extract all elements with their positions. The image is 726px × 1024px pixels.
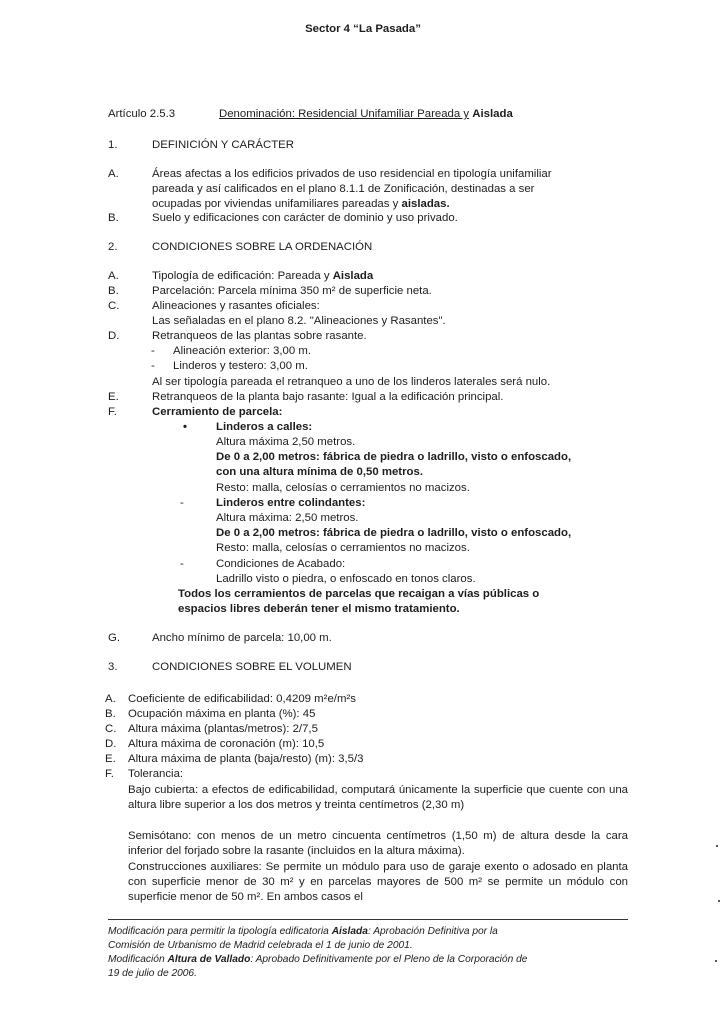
s2-f-acabado-text: Ladrillo visto o piedra, o enfoscado en tonos claros. bbox=[216, 573, 476, 585]
section-2-number: 2. bbox=[108, 241, 118, 253]
s3-item-label: B. bbox=[105, 708, 116, 720]
s3-item-text: Altura máxima de planta (baja/resto) (m): 3,5/3 bbox=[128, 753, 364, 765]
section-1-title: DEFINICIÓN Y CARÁCTER bbox=[152, 139, 294, 151]
section-2-title: CONDICIONES SOBRE LA ORDENACIÓN bbox=[152, 241, 373, 253]
s3-item-text: Altura máxima (plantas/metros): 2/7,5 bbox=[128, 723, 318, 735]
s2-g-label: G. bbox=[108, 632, 121, 644]
footer-line-1 bbox=[108, 926, 498, 937]
s2-d-dash-1: - bbox=[151, 345, 155, 357]
s2-e-text: Retranqueos de la planta bajo rasante: Igual a la edificación principal. bbox=[152, 391, 504, 403]
footer-l3-prefix: Modificación bbox=[108, 954, 165, 965]
footer-line-3 bbox=[108, 954, 527, 965]
s2-d-line4: Al ser tipología pareada el retranqueo a uno de los linderos laterales será nulo. bbox=[152, 376, 551, 388]
s2-f-label: F. bbox=[108, 406, 117, 418]
article-denomination bbox=[219, 108, 513, 120]
s1-b-text: Suelo y edificaciones con carácter de dominio y uso privado. bbox=[152, 212, 458, 224]
s2-f-calles-bold2: con una altura mínima de 0,50 metros. bbox=[216, 466, 423, 478]
s3-item-label: C. bbox=[105, 723, 117, 735]
footer-line-4: 19 de julio de 2006. bbox=[108, 968, 197, 979]
s2-a-prefix: Tipología de edificación: Pareada y bbox=[152, 270, 330, 282]
s2-f-bullet: • bbox=[183, 421, 187, 433]
s3-item-text: Ocupación máxima en planta (%): 45 bbox=[128, 708, 316, 720]
article-number: Artículo 2.5.3 bbox=[108, 108, 176, 120]
s2-c-line2: Las señaladas en el plano 8.2. "Alineaciones y Rasantes". bbox=[152, 315, 446, 327]
footer-line-2: Comisión de Urbanismo de Madrid celebrada el 1 de junio de 2001. bbox=[108, 940, 413, 951]
s3-item-text: Tolerancia: bbox=[128, 768, 184, 780]
s3-item-label: F. bbox=[105, 768, 114, 780]
s2-d-item1: Alineación exterior: 3,00 m. bbox=[173, 345, 312, 357]
s1-a-line3-bold: aisladas. bbox=[401, 198, 450, 210]
footer-l3-suffix: : Aprobado Definitivamente por el Pleno de la Corporación de bbox=[250, 954, 528, 965]
s2-f-calles-bold1: De 0 a 2,00 metros: fábrica de piedra o ladrillo, visto o enfoscado, bbox=[216, 451, 572, 463]
scan-artifact bbox=[716, 845, 718, 847]
s2-f-todos-line2: espacios libres deberán tener el mismo tratamiento. bbox=[178, 603, 460, 615]
denomination-bold: Aislada bbox=[472, 108, 513, 120]
s2-a-text bbox=[152, 270, 373, 282]
s2-c-line1: Alineaciones y rasantes oficiales: bbox=[152, 300, 320, 312]
s1-a-line1: Áreas afectas a los edificios privados de uso residencial en tipología unifamiliar bbox=[152, 168, 552, 180]
s2-b-text: Parcelación: Parcela mínima 350 m² de superficie neta. bbox=[152, 285, 432, 297]
denomination-prefix: Denominación: Residencial Unifamiliar Pareada y bbox=[219, 108, 470, 120]
s1-a-line2: pareada y así calificados en el plano 8.1.1 de Zonificación, destinadas a ser bbox=[152, 183, 535, 195]
footer-l1-suffix: : Aprobación Definitiva por la bbox=[367, 926, 498, 937]
s2-a-label: A. bbox=[108, 270, 119, 282]
s2-d-label: D. bbox=[108, 330, 120, 342]
s1-a-line3 bbox=[152, 198, 450, 210]
s3-item-label: A. bbox=[105, 693, 116, 705]
s2-f-dash-2: - bbox=[180, 558, 184, 570]
s2-b-label: B. bbox=[108, 285, 119, 297]
s2-f-colindantes-alt: Altura máxima: 2,50 metros. bbox=[216, 512, 359, 524]
s1-b-label: B. bbox=[108, 212, 119, 224]
s2-d-item2: Linderos y testero: 3,00 m. bbox=[173, 360, 308, 372]
s2-f-colindantes-bold: De 0 a 2,00 metros: fábrica de piedra o ladrillo, visto o enfoscado, bbox=[216, 527, 572, 539]
s2-f-colindantes-title: Linderos entre colindantes: bbox=[216, 497, 366, 509]
s3-item-text: Altura máxima de coronación (m): 10,5 bbox=[128, 738, 325, 750]
s3-tolerance-construcciones: Construcciones auxiliares: Se permite un módulo para uso de garaje exento o adosado en planta con superficie menor de 30 m² y en parcelas mayores de 500 m² se permite un módulo con superficie menor de 50 m². En ambos casos el bbox=[128, 861, 628, 903]
s2-d-dash-2: - bbox=[151, 360, 155, 372]
scan-artifact bbox=[715, 960, 717, 962]
footer-l1-prefix: Modificación para permitir la tipología edificatoria bbox=[108, 926, 329, 937]
s2-f-title: Cerramiento de parcela: bbox=[152, 406, 283, 418]
s2-g-text: Ancho mínimo de parcela: 10,00 m. bbox=[152, 632, 332, 644]
section-1-number: 1. bbox=[108, 139, 118, 151]
s3-tolerance-semisotano: Semisótano: con menos de un metro cincuenta centímetros (1,50 m) de altura desde la cara inferior del forjado sobre la rasante (incluidos en la altura máxima). bbox=[128, 830, 628, 857]
section-3-title: CONDICIONES SOBRE EL VOLUMEN bbox=[152, 661, 352, 673]
s2-f-calles-title: Linderos a calles: bbox=[216, 421, 313, 433]
s2-f-acabado-title: Condiciones de Acabado: bbox=[216, 558, 346, 570]
sector-heading: Sector 4 “La Pasada” bbox=[305, 23, 421, 35]
footer-divider bbox=[108, 919, 628, 920]
footer-l1-bold: Aislada bbox=[331, 926, 368, 937]
s2-f-dash-1: - bbox=[180, 497, 184, 509]
s2-d-line1: Retranqueos de las plantas sobre rasante. bbox=[152, 330, 367, 342]
s3-item-label: E. bbox=[105, 753, 116, 765]
s2-f-colindantes-resto: Resto: malla, celosías o cerramientos no macizos. bbox=[216, 542, 470, 554]
s2-a-bold: Aislada bbox=[332, 270, 374, 282]
scan-artifact bbox=[718, 900, 720, 902]
footer-l3-bold: Altura de Vallado bbox=[167, 954, 251, 965]
s3-tolerance-bajo-cubierta: Bajo cubierta: a efectos de edificabilidad, computará únicamente la superficie que cuente con una altura libre superior a los dos metros y treinta centímetros (2,30 m) bbox=[128, 784, 628, 811]
s2-c-label: C. bbox=[108, 300, 120, 312]
s2-f-calles-resto: Resto: malla, celosías o cerramientos no macizos. bbox=[216, 482, 470, 494]
s3-item-text: Coeficiente de edificabilidad: 0,4209 m²e/m²s bbox=[128, 693, 356, 705]
s2-e-label: E. bbox=[108, 391, 119, 403]
s1-a-line3-prefix: ocupadas por viviendas unifamiliares pareadas y bbox=[152, 198, 399, 210]
s3-item-label: D. bbox=[105, 738, 117, 750]
section-3-number: 3. bbox=[108, 661, 118, 673]
s1-a-label: A. bbox=[108, 168, 119, 180]
s2-f-calles-alt: Altura máxima 2,50 metros. bbox=[216, 436, 356, 448]
s2-f-todos-line1: Todos los cerramientos de parcelas que recaigan a vías públicas o bbox=[178, 588, 540, 600]
